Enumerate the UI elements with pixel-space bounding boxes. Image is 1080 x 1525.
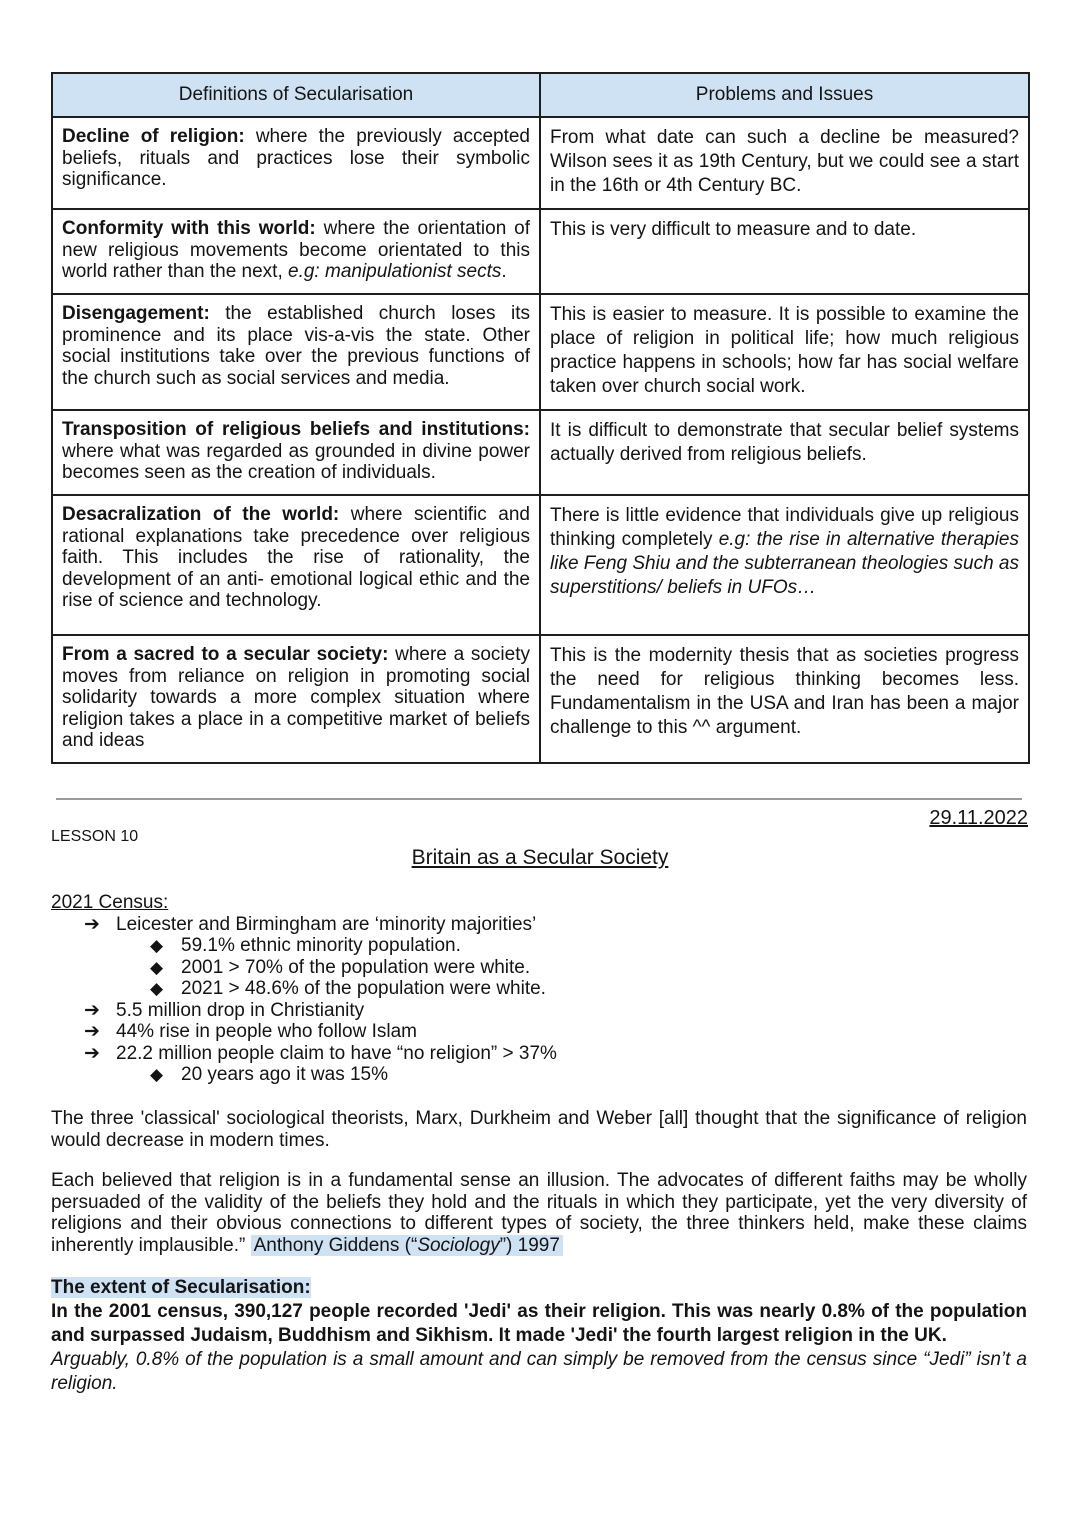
definition-term: Transposition of religious beliefs and institutions: [62, 419, 530, 440]
citation-book: Sociology [417, 1234, 500, 1256]
definition-text: where the previously accepted beliefs, rituals and practices lose their symbolic significance. [62, 126, 530, 190]
arrow-bullet-icon: ➔ [84, 913, 100, 935]
list-item [51, 1043, 557, 1065]
sub-list-item [51, 957, 557, 979]
table-row [52, 294, 1029, 410]
definition-cell [52, 495, 540, 635]
sub-list-item-text: 59.1% ethnic minority population. [181, 935, 461, 956]
diamond-bullet-icon: ◆ [150, 1065, 164, 1084]
list-item-text: 22.2 million people claim to have “no religion” > 37% [116, 1042, 557, 1064]
problem-cell: This is the modernity thesis that as societies progress the need for religious thinking becomes less. Fundamentalism in the USA and Iran has been a major challenge to this ^^ argument. [540, 635, 1029, 763]
sub-list-item [51, 935, 557, 957]
problem-cell: From what date can such a decline be measured? Wilson sees it as 19th Century, but we could see a start in the 16th or 4th Century BC. [540, 117, 1029, 209]
table-header-row [52, 73, 1029, 117]
diamond-bullet-icon: ◆ [150, 936, 164, 955]
table-row [52, 635, 1029, 763]
arrow-bullet-icon: ➔ [84, 1042, 100, 1064]
problem-cell: This is easier to measure. It is possible to examine the place of religion in political life; how much religious practice happens in schools; how far has social welfare taken over church social work. [540, 294, 1029, 410]
sub-list-item-text: 2001 > 70% of the population were white. [181, 956, 531, 978]
list-item-text: 44% rise in people who follow Islam [116, 1021, 417, 1042]
definition-text: where the orientation of new religious movements become orientated to this world rather than the next, [62, 218, 530, 282]
column-header-problems: Problems and Issues [540, 73, 1029, 117]
definition-text: where scientific and rational explanations take precedence over religious faith. This includes the rise of rationality, the development of an anti- emotional logical ethic and the rise of science and technology. [62, 504, 530, 611]
jedi-census-fact: In the 2001 census, 390,127 people recorded 'Jedi' as their religion. This was nearly 0.8% of the population and surpassed Judaism, Buddhism and Sikhism. It made 'Jedi' the fourth largest religion in the UK. [51, 1301, 1027, 1346]
citation [251, 1235, 563, 1256]
page-title-text: Britain as a Secular Society [411, 846, 669, 869]
extent-section [51, 1276, 1027, 1396]
citation-year: ”) 1997 [499, 1234, 560, 1256]
definition-term: Desacralization of the world: [62, 504, 340, 525]
list-item [51, 914, 557, 936]
list-item [51, 1021, 557, 1043]
definition-text: the established church loses its prominence and its place vis-a-vis the state. Other social institutions take over the previous functions of the church such as social services and media. [62, 303, 530, 389]
sub-list-item-text: 20 years ago it was 15% [181, 1064, 389, 1085]
sub-list-item [51, 978, 557, 1000]
census-heading: 2021 Census: [51, 892, 169, 913]
jedi-evaluation: Arguably, 0.8% of the population is a small amount and can simply be removed from the census since “Jedi” isn’t a religion. [51, 1349, 1027, 1394]
arrow-bullet-icon: ➔ [84, 999, 100, 1021]
lesson-label: LESSON 10 [51, 828, 139, 845]
table-row [52, 117, 1029, 209]
problem-cell [540, 495, 1029, 635]
definition-text: where what was regarded as grounded in divine power becomes seen as the creation of individuals. [62, 440, 530, 483]
definition-cell [52, 410, 540, 495]
problem-example: e.g: the rise in alternative therapies like Feng Shiu and the subterranean theologies such as superstitions/ beliefs in UFOs… [550, 529, 1019, 598]
paragraph-giddens-quote [51, 1170, 1027, 1256]
table-row [52, 209, 1029, 294]
lesson-date: 29.11.2022 [929, 807, 1028, 829]
table-row [52, 410, 1029, 495]
diamond-bullet-icon: ◆ [150, 957, 164, 977]
quote-text: Each believed that religion is in a fundamental sense an illusion. The advocates of different faiths may be wholly persuaded of the validity of the beliefs they hold and the rituals in which they participate, yet the very diversity of religions and their obvious connections to different types of society, the three thinkers held, make these claims inherently implausible.” [51, 1170, 1027, 1256]
diamond-bullet-icon: ◆ [150, 979, 164, 998]
arrow-bullet-icon: ➔ [84, 1021, 100, 1042]
list-item-text: 5.5 million drop in Christianity [116, 999, 365, 1021]
sub-list-item-text: 2021 > 48.6% of the population were white. [181, 978, 546, 999]
definition-text: where a society moves from reliance on religion in promoting social solidarity towards a more complex situation where religion takes a place in a competitive market of beliefs and ideas [62, 644, 530, 751]
definition-cell [52, 117, 540, 209]
problem-cell: This is very difficult to measure and to date. [540, 209, 1029, 294]
section-heading: The extent of Secularisation: [51, 1277, 311, 1298]
citation-author: Anthony Giddens (“ [253, 1234, 418, 1256]
definition-example: e.g: manipulationist sects [288, 261, 502, 282]
problem-text: There is little evidence that individuals give up religious thinking completely [550, 505, 1019, 550]
list-item-text: Leicester and Birmingham are ‘minority majorities’ [116, 913, 537, 935]
definition-cell [52, 294, 540, 410]
problem-cell: It is difficult to demonstrate that secular belief systems actually derived from religious beliefs. [540, 410, 1029, 495]
secularisation-table [51, 72, 1030, 764]
definition-end: . [501, 261, 507, 282]
column-header-definitions: Definitions of Secularisation [52, 73, 540, 117]
horizontal-divider [56, 798, 1022, 800]
definition-cell [52, 635, 540, 763]
paragraph-classical-theorists: The three 'classical' sociological theorists, Marx, Durkheim and Weber [all] thought that the significance of religion would decrease in modern times. [51, 1108, 1027, 1151]
page-title [0, 846, 1080, 870]
census-list [51, 892, 557, 1086]
definition-term: Conformity with this world: [62, 218, 316, 239]
definition-term: Disengagement: [62, 303, 210, 324]
definition-cell [52, 209, 540, 294]
list-item [51, 1000, 557, 1022]
definition-term: Decline of religion: [62, 126, 245, 147]
definition-term: From a sacred to a secular society: [62, 644, 389, 665]
table-row [52, 495, 1029, 635]
sub-list-item [51, 1064, 557, 1086]
